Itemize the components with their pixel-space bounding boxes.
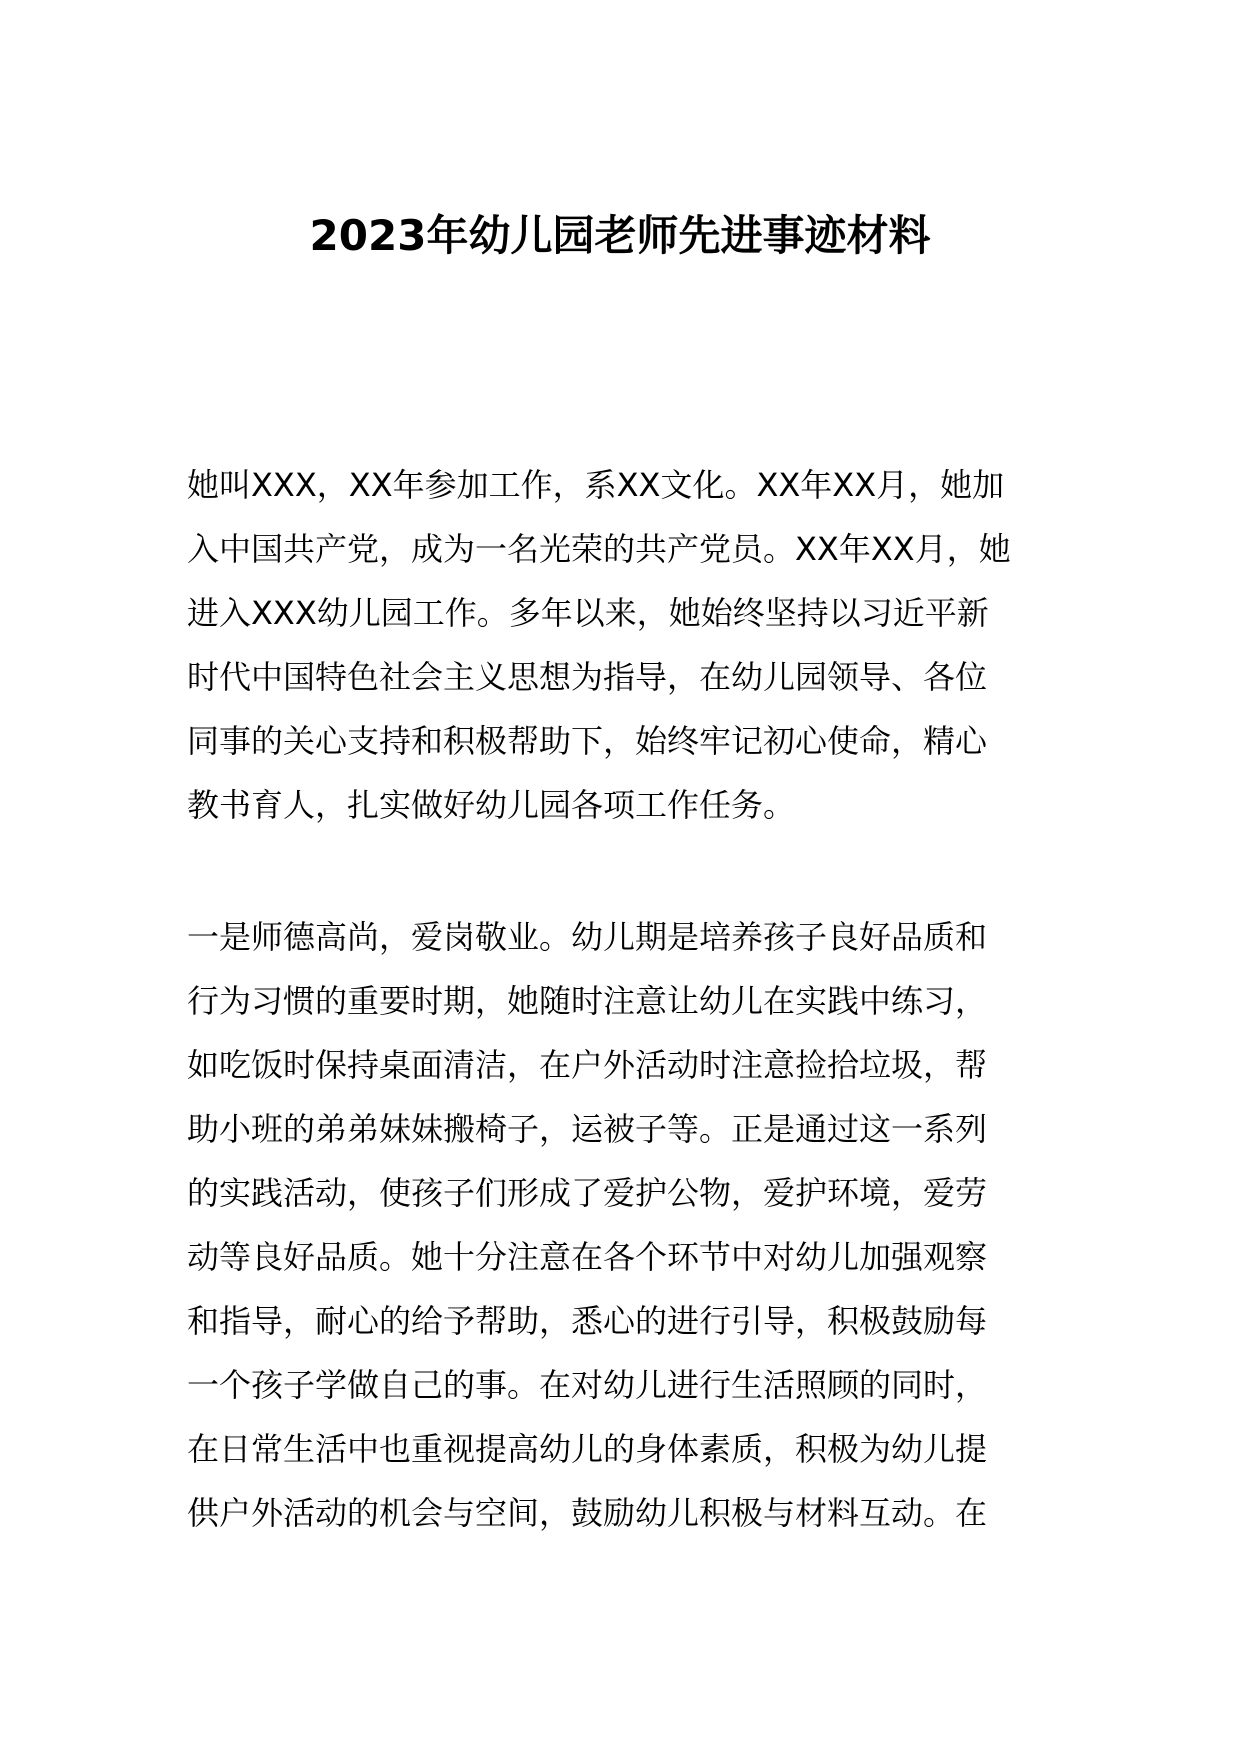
- text-line: 她叫XXX，XX年参加工作，系XX文化。XX年XX月，她加: [187, 466, 1005, 504]
- text-line: 入中国共产党，成为一名光荣的共产党员。XX年XX月，她: [187, 530, 1011, 568]
- paragraph-intro: [187, 453, 1057, 837]
- text-line: 教书育人，扎实做好幼儿园各项工作任务。: [187, 786, 796, 824]
- text-line: 行为习惯的重要时期，她随时注意让幼儿在实践中练习，: [187, 982, 988, 1020]
- document-title: 2023年幼儿园老师先进事迹材料: [309, 211, 931, 260]
- text-line: 供户外活动的机会与空间，鼓励幼儿积极与材料互动。在: [187, 1494, 988, 1532]
- text-line: 一个孩子学做自己的事。在对幼儿进行生活照顾的同时，: [187, 1366, 988, 1404]
- text-line: 助小班的弟弟妹妹搬椅子，运被子等。正是通过这一系列: [187, 1110, 988, 1148]
- text-line: 和指导，耐心的给予帮助，悉心的进行引导，积极鼓励每: [187, 1302, 988, 1340]
- text-line: 动等良好品质。她十分注意在各个环节中对幼儿加强观察: [187, 1238, 988, 1276]
- text-line: 同事的关心支持和积极帮助下，始终牢记初心使命，精心: [187, 722, 988, 760]
- text-line: 一是师德高尚，爱岗敬业。幼儿期是培养孩子良好品质和: [187, 918, 988, 956]
- text-line: 进入XXX幼儿园工作。多年以来，她始终坚持以习近平新: [187, 594, 989, 632]
- text-line: 时代中国特色社会主义思想为指导，在幼儿园领导、各位: [187, 658, 988, 696]
- text-line: 的实践活动，使孩子们形成了爱护公物，爱护环境，爱劳: [187, 1174, 988, 1212]
- text-line: 在日常生活中也重视提高幼儿的身体素质，积极为幼儿提: [187, 1430, 988, 1468]
- paragraph-ethics: [187, 905, 1057, 1545]
- text-line: 如吃饭时保持桌面清洁，在户外活动时注意捡拾垃圾，帮: [187, 1046, 988, 1084]
